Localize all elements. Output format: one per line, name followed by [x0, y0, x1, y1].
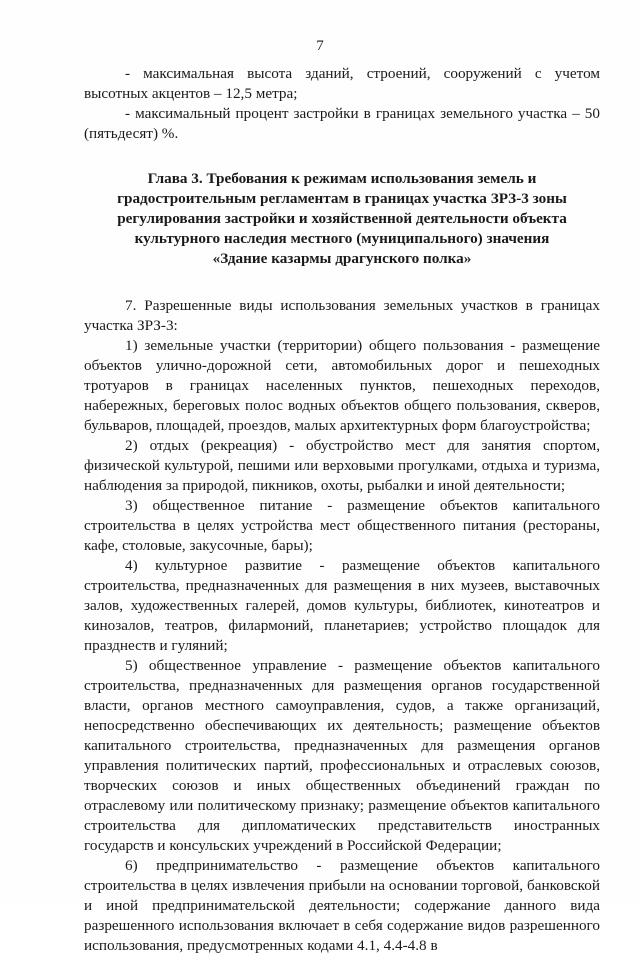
list-item: 1) земельные участки (территории) общего пользования - размещение объектов улично-дорожной сети, автомобильных дорог и пешеходных тротуаров в границах населенных пунктов, пешеходных переходов, набережных, береговых полос водных объектов общего пользования, скверов, бульваров, площадей, проездов, малых архитектурных форм благоустройства; — [84, 337, 600, 434]
chapter-heading — [96, 169, 588, 269]
list-item: 4) культурное развитие - размещение объектов капитального строительства, предназначенных для размещения в них музеев, выставочных залов, художественных галерей, домов культуры, библиотек, кинотеатров и кинозалов, театров, филармоний, планетариев; устройство площадок для празднеств и гуляний; — [84, 557, 600, 654]
paragraph-max-height: - максимальная высота зданий, строений, сооружений с учетом высотных акцентов – 12,5 метра; — [84, 65, 600, 102]
list-item: 5) общественное управление - размещение объектов капитального строительства, предназначенных для размещения органов государственной власти, органов местного самоуправления, судов, а также организаций, непосредственно обеспечивающих их деятельность; размещение объектов капитального строительства, предназначенных для размещения органов управления политических партий, профессиональных и отраслевых союзов, творческих союзов и иных общественных объединений граждан по отраслевому или политическому признаку; размещение объектов капитального строительства для дипломатических представительств иностранных государств и консульских учреждений в Российской Федерации; — [84, 657, 600, 854]
list-item: 2) отдых (рекреация) - обустройство мест для занятия спортом, физической культурой, пешими или верховыми прогулками, отдыха и туризма, наблюдения за природой, пикников, охоты, рыбалки и иной деятельности; — [84, 437, 600, 494]
chapter-heading-line: «Здание казармы драгунского полка» — [212, 250, 472, 267]
chapter-heading-line: Глава 3. Требования к режимам использования земель и — [147, 170, 537, 187]
chapter-heading-line: градостроительным регламентам в границах участка ЗРЗ-3 зоны — [117, 190, 567, 207]
chapter-heading-line: культурного наследия местного (муниципального) значения — [134, 230, 550, 247]
list-item: 6) предпринимательство - размещение объектов капитального строительства в целях извлечения прибыли на основании торговой, банковской и иной предпринимательской деятельности; содержание данного вида разрешенного использования включает в себя содержание видов разрешенного использования, предусмотренных кодами 4.1, 4.4-4.8 в — [84, 857, 600, 954]
chapter-heading-line: регулирования застройки и хозяйственной деятельности объекта — [117, 210, 567, 227]
page-content — [84, 64, 600, 956]
list-item: 3) общественное питание - размещение объектов капитального строительства в целях устройства мест общественного питания (рестораны, кафе, столовые, закусочные, бары); — [84, 497, 600, 554]
paragraph-max-coverage: - максимальный процент застройки в границах земельного участка – 50 (пятьдесят) %. — [84, 105, 600, 142]
page-number: 7 — [316, 38, 324, 54]
section-7-title: 7. Разрешенные виды использования земельных участков в границах участка ЗРЗ-3: — [84, 297, 600, 334]
